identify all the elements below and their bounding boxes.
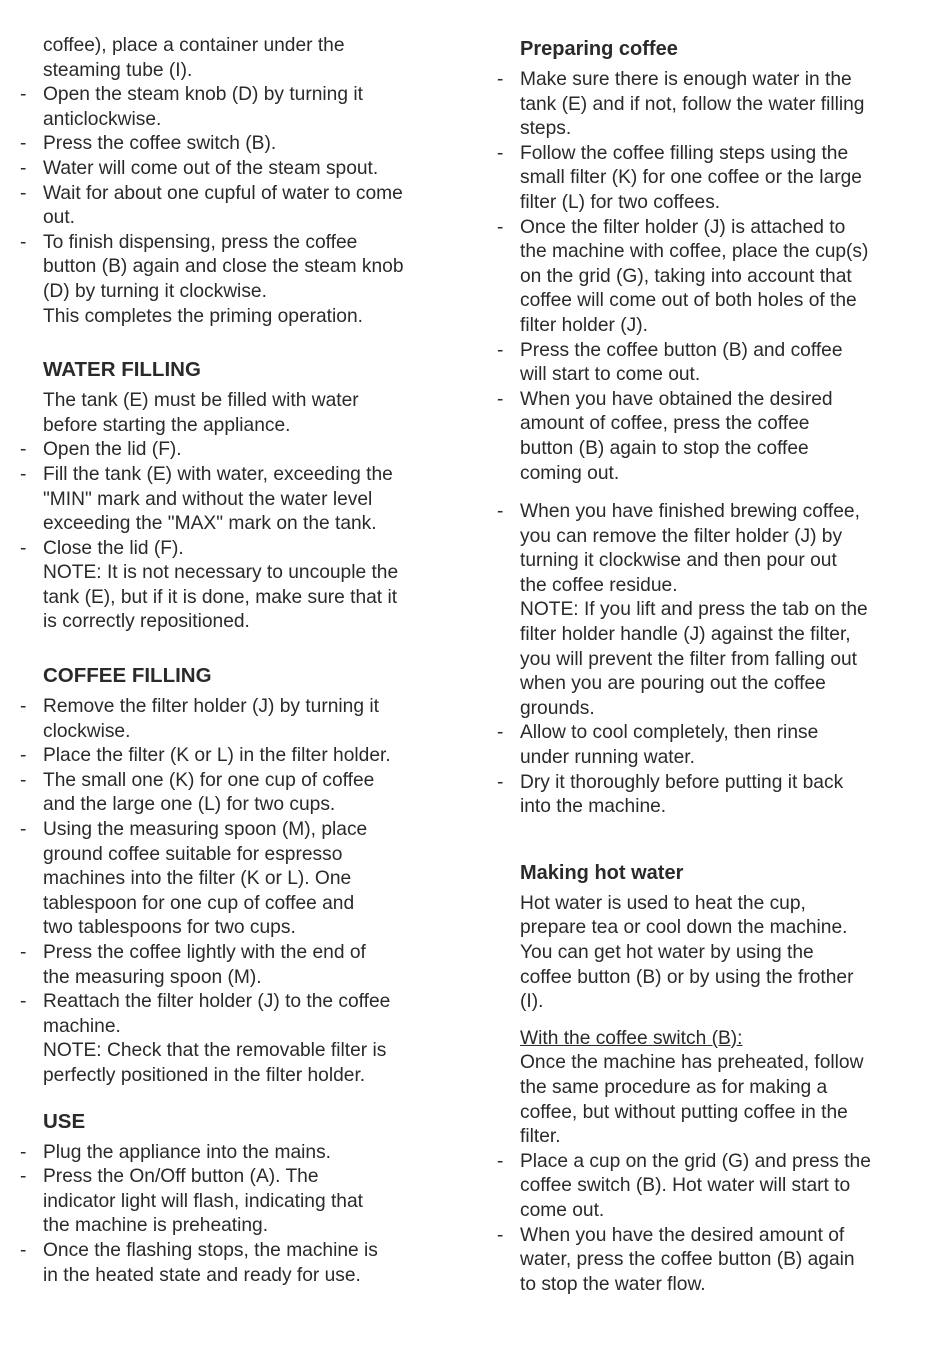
list-item-line: Allow to cool completely, then rinse: [520, 722, 819, 744]
text-line: NOTE: It is not necessary to uncouple the: [43, 562, 399, 584]
list-item: [20, 744, 460, 769]
text-line: (I).: [520, 991, 544, 1013]
text-line: you will prevent the filter from falling out: [520, 648, 857, 670]
list-item-line: filter holder (J).: [520, 314, 648, 336]
text-line: steaming tube (I).: [43, 59, 193, 81]
list-item-line: Follow the coffee filling steps using the: [520, 142, 849, 164]
dash-bullet-icon: -: [20, 1166, 27, 1188]
text-line: Hot water is used to heat the cup,: [520, 892, 806, 914]
list-item: [497, 142, 927, 216]
list-item-line: Press the On/Off button (A). The: [43, 1166, 319, 1188]
list-item: [20, 438, 460, 463]
dash-bullet-icon: -: [20, 439, 27, 461]
water-filling-list: [20, 438, 460, 561]
list-item-line: indicator light will flash, indicating that: [43, 1190, 363, 1212]
list-item: [20, 463, 460, 537]
list-item: [20, 182, 460, 231]
dash-bullet-icon: -: [497, 388, 504, 410]
list-item-line: Once the filter holder (J) is attached to: [520, 216, 846, 238]
dash-bullet-icon: -: [20, 819, 27, 841]
dash-bullet-icon: -: [20, 942, 27, 963]
list-item: [20, 941, 460, 990]
list-item-line: amount of coffee, press the coffee: [520, 413, 810, 435]
hot-water-heading: Making hot water: [520, 861, 684, 884]
right-column: [497, 34, 927, 1297]
text-line: the same procedure as for making a: [520, 1076, 828, 1098]
dash-bullet-icon: -: [497, 142, 504, 164]
dash-bullet-icon: -: [497, 1150, 504, 1172]
list-item: [497, 68, 927, 142]
intro-list: [20, 83, 460, 304]
list-item-line: Open the lid (F).: [43, 439, 182, 461]
list-item-line: Make sure there is enough water in the: [520, 69, 852, 90]
dash-bullet-icon: -: [20, 133, 27, 155]
list-item-line: on the grid (G), taking into account that: [520, 265, 852, 287]
dash-bullet-icon: -: [20, 157, 27, 179]
list-item-line: When you have the desired amount of: [520, 1224, 845, 1246]
list-item: [20, 1141, 460, 1166]
list-item: [497, 339, 927, 388]
dash-bullet-icon: -: [497, 69, 504, 90]
dash-bullet-icon: -: [20, 84, 27, 106]
dash-bullet-icon: -: [497, 722, 504, 744]
list-item-line: Dry it thoroughly before putting it back: [520, 771, 844, 793]
list-item-line: The small one (K) for one cup of coffee: [43, 769, 375, 791]
list-item: [20, 1165, 460, 1239]
coffee-switch-paragraph: [497, 1051, 927, 1149]
list-item: [497, 500, 927, 598]
list-item: [20, 769, 460, 818]
coffee-filling-list: [20, 695, 460, 1039]
list-item: [497, 1224, 927, 1298]
coffee-switch-subheading: With the coffee switch (B):: [520, 1027, 743, 1049]
list-item: [497, 1150, 927, 1224]
list-item-line: small filter (K) for one coffee or the large: [520, 167, 862, 189]
text-line: before starting the appliance.: [43, 414, 291, 436]
text-line: coffee), place a container under the: [43, 35, 345, 56]
list-item-line: the machine with coffee, place the cup(s): [520, 241, 869, 263]
dash-bullet-icon: -: [497, 1224, 504, 1246]
use-list: [20, 1141, 460, 1289]
list-item-line: Remove the filter holder (J) by turning it: [43, 696, 379, 718]
left-column: [20, 34, 460, 1288]
text-line: coffee, but without putting coffee in the: [520, 1101, 848, 1123]
list-item: [497, 216, 927, 339]
list-item-line: Press the coffee lightly with the end of: [43, 942, 366, 963]
text-line: prepare tea or cool down the machine.: [520, 917, 848, 939]
list-item-line: come out.: [520, 1199, 605, 1221]
list-item: [20, 132, 460, 157]
text-line: The tank (E) must be filled with water: [43, 390, 359, 412]
list-item: [20, 231, 460, 305]
dash-bullet-icon: -: [20, 1141, 27, 1163]
list-item: [497, 771, 927, 820]
preparing-coffee-list: [497, 68, 927, 486]
dash-bullet-icon: -: [497, 339, 504, 361]
list-item-line: two tablespoons for two cups.: [43, 917, 296, 939]
list-item-line: Fill the tank (E) with water, exceeding the: [43, 463, 393, 485]
list-item: [20, 990, 460, 1039]
list-item: [20, 1239, 460, 1288]
dash-bullet-icon: -: [497, 501, 504, 523]
list-item-line: Plug the appliance into the mains.: [43, 1141, 331, 1163]
list-item-line: Using the measuring spoon (M), place: [43, 819, 368, 841]
list-item-line: Water will come out of the steam spout.: [43, 157, 379, 179]
list-item-line: the measuring spoon (M).: [43, 966, 262, 988]
list-item-line: button (B) again to stop the coffee: [520, 437, 809, 459]
dash-bullet-icon: -: [497, 771, 504, 793]
list-item-line: coffee switch (B). Hot water will start to: [520, 1175, 851, 1197]
list-item-line: filter (L) for two coffees.: [520, 191, 721, 213]
list-item-line: under running water.: [520, 747, 695, 769]
text-line: when you are pouring out the coffee: [520, 673, 826, 695]
list-item-line: Press the coffee button (B) and coffee: [520, 339, 843, 361]
text-line: Once the machine has preheated, follow: [520, 1052, 864, 1074]
hot-water-intro: [497, 892, 927, 1015]
text-line: NOTE: Check that the removable filter is: [43, 1040, 387, 1062]
list-item-line: coffee will come out of both holes of the: [520, 290, 857, 312]
water-filling-note: [20, 561, 460, 635]
list-item-line: tablespoon for one cup of coffee and: [43, 892, 355, 914]
text-line: filter holder handle (J) against the filter,: [520, 624, 851, 646]
list-item: [20, 537, 460, 562]
list-item-line: machine.: [43, 1015, 121, 1037]
list-item-line: turning it clockwise and then pour out: [520, 550, 837, 572]
intro-note: This completes the priming operation.: [43, 305, 363, 327]
text-line: You can get hot water by using the: [520, 942, 814, 963]
text-line: filter.: [520, 1126, 561, 1148]
list-item-line: exceeding the "MAX" mark on the tank.: [43, 513, 377, 535]
list-item-line: out.: [43, 207, 76, 229]
dash-bullet-icon: -: [20, 537, 27, 559]
dash-bullet-icon: -: [497, 216, 504, 238]
text-line: tank (E), but if it is done, make sure that it: [43, 586, 398, 608]
list-item-line: When you have obtained the desired: [520, 388, 833, 410]
list-item-line: Once the flashing stops, the machine is: [43, 1239, 378, 1261]
list-item: [20, 695, 460, 744]
list-item-line: Open the steam knob (D) by turning it: [43, 84, 363, 106]
list-item-line: Press the coffee switch (B).: [43, 133, 277, 155]
list-item-line: water, press the coffee button (B) again: [520, 1249, 855, 1271]
list-item: [497, 721, 927, 770]
list-item: [20, 818, 460, 941]
list-item: [20, 157, 460, 182]
list-item-line: "MIN" mark and without the water level: [43, 488, 373, 510]
list-item-line: will start to come out.: [520, 364, 701, 386]
list-item-line: When you have finished brewing coffee,: [520, 501, 860, 523]
text-line: is correctly repositioned.: [43, 611, 250, 633]
dash-bullet-icon: -: [20, 769, 27, 791]
preparing-coffee-note: [497, 598, 927, 721]
coffee-filling-note: [20, 1039, 460, 1088]
use-heading: USE: [43, 1109, 86, 1133]
list-item-line: the machine is preheating.: [43, 1215, 269, 1237]
list-item-line: Place the filter (K or L) in the filter holder.: [43, 745, 391, 767]
preparing-coffee-list-2: [497, 500, 927, 598]
intro-continuation: [20, 34, 460, 83]
list-item-line: Close the lid (F).: [43, 537, 184, 559]
list-item-line: clockwise.: [43, 720, 131, 742]
list-item-line: into the machine.: [520, 796, 667, 818]
list-item-line: tank (E) and if not, follow the water filling: [520, 93, 865, 115]
hot-water-list: [497, 1150, 927, 1298]
list-item-line: and the large one (L) for two cups.: [43, 794, 336, 816]
dash-bullet-icon: -: [20, 991, 27, 1013]
list-item-line: coming out.: [520, 462, 620, 484]
dash-bullet-icon: -: [20, 463, 27, 485]
dash-bullet-icon: -: [20, 1239, 27, 1261]
list-item-line: steps.: [520, 118, 572, 140]
dash-bullet-icon: -: [20, 182, 27, 204]
list-item: [497, 388, 927, 486]
dash-bullet-icon: -: [20, 745, 27, 767]
list-item-line: anticlockwise.: [43, 108, 162, 130]
dash-bullet-icon: -: [20, 231, 27, 253]
list-item-line: button (B) again and close the steam knob: [43, 256, 404, 278]
list-item: [20, 83, 460, 132]
list-item-line: in the heated state and ready for use.: [43, 1264, 361, 1286]
preparing-coffee-list-3: [497, 721, 927, 819]
list-item-line: Wait for about one cupful of water to come: [43, 182, 403, 204]
preparing-coffee-heading: Preparing coffee: [520, 38, 678, 60]
list-item-line: To finish dispensing, press the coffee: [43, 231, 358, 253]
list-item-line: Reattach the filter holder (J) to the coffee: [43, 991, 391, 1013]
water-filling-intro: [20, 389, 460, 438]
list-item-line: (D) by turning it clockwise.: [43, 280, 267, 302]
list-item-line: you can remove the filter holder (J) by: [520, 525, 843, 547]
text-line: coffee button (B) or by using the frother: [520, 966, 854, 988]
list-item-line: to stop the water flow.: [520, 1273, 706, 1295]
text-line: grounds.: [520, 697, 595, 719]
list-item-line: Place a cup on the grid (G) and press the: [520, 1150, 871, 1172]
list-item-line: the coffee residue.: [520, 574, 678, 596]
text-line: perfectly positioned in the filter holder.: [43, 1064, 366, 1086]
text-line: NOTE: If you lift and press the tab on the: [520, 599, 868, 621]
list-item-line: machines into the filter (K or L). One: [43, 868, 352, 890]
water-filling-heading: WATER FILLING: [43, 358, 201, 382]
dash-bullet-icon: -: [20, 696, 27, 718]
list-item-line: ground coffee suitable for espresso: [43, 843, 343, 865]
coffee-filling-heading: COFFEE FILLING: [43, 664, 212, 688]
